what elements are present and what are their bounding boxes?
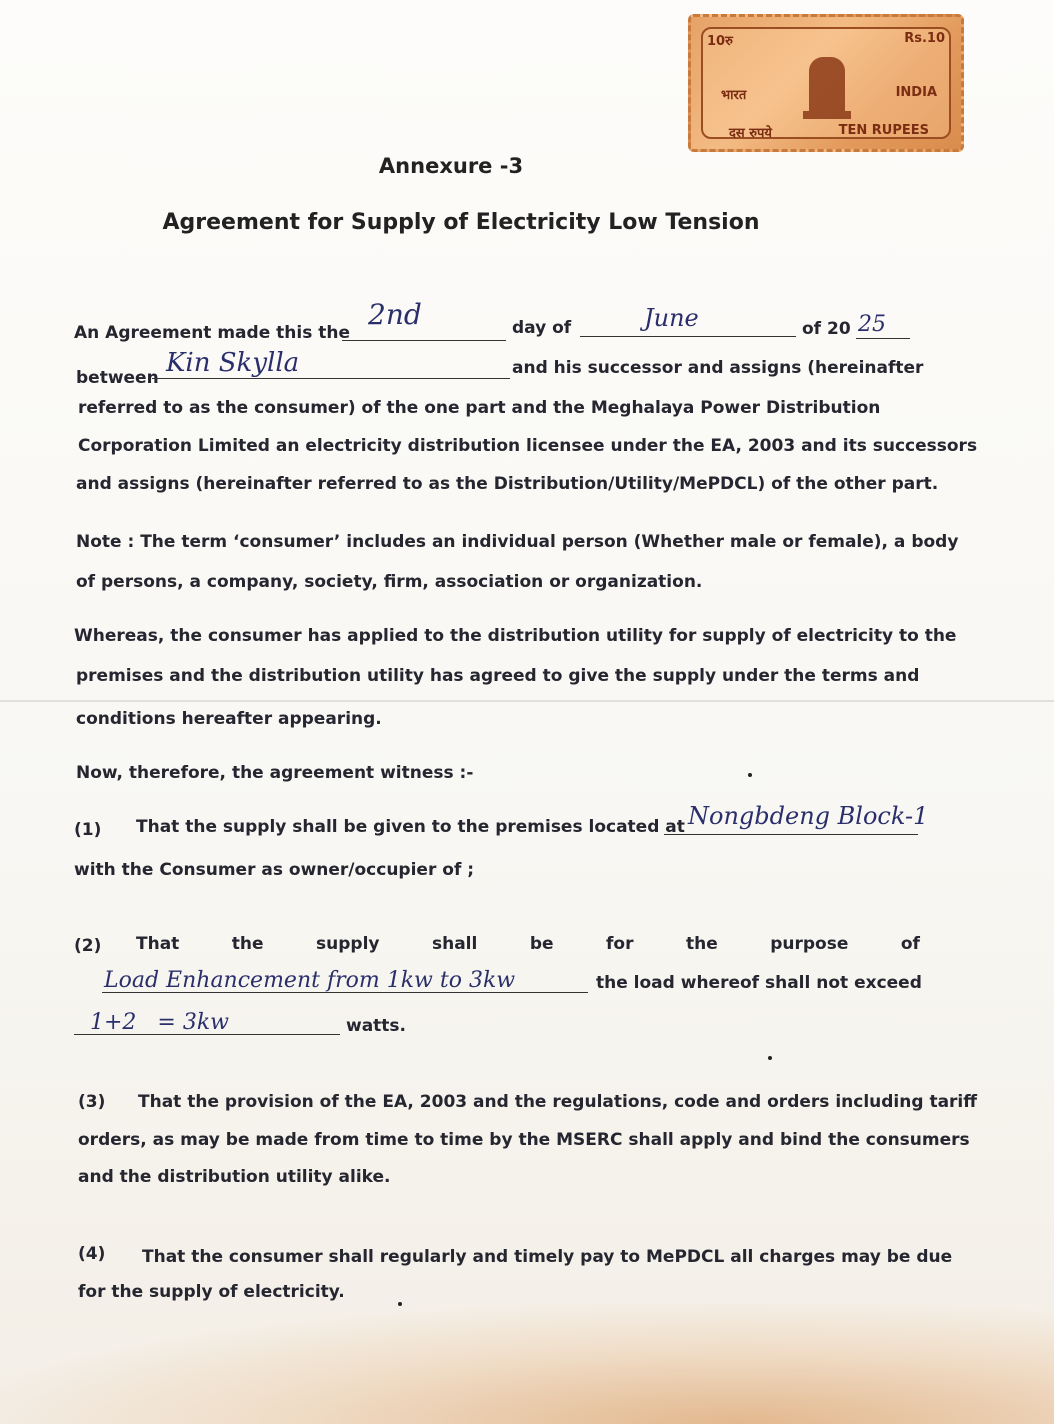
clause-2-word: the bbox=[231, 934, 264, 954]
month-blank bbox=[580, 336, 796, 337]
clause-1-line-2: with the Consumer as owner/occupier of ; bbox=[74, 860, 475, 880]
clause-2-word: be bbox=[529, 934, 554, 954]
national-emblem-icon bbox=[809, 57, 845, 115]
consumer-name-blank bbox=[152, 378, 510, 379]
paper-crease bbox=[0, 700, 1054, 702]
clause-2-word: for bbox=[606, 934, 634, 954]
day-handwritten: 2nd bbox=[368, 298, 422, 331]
agreement-title: Agreement for Supply of Electricity Low Tension bbox=[162, 210, 760, 235]
intro-text-5: and his successor and assigns (hereinafter bbox=[512, 358, 924, 378]
clause-2-text-3: watts. bbox=[346, 1016, 407, 1036]
paper-stain bbox=[0, 1304, 1054, 1424]
clause-4-line-1: That the consumer shall regularly and timely pay to MePDCL all charges may be due bbox=[142, 1247, 953, 1267]
witness-heading: Now, therefore, the agreement witness :- bbox=[76, 763, 474, 783]
clause-2-word: supply bbox=[316, 934, 380, 954]
stamp-denomination-left: 10रु bbox=[707, 34, 733, 49]
ink-dot bbox=[768, 1056, 772, 1060]
stamp-value-english: TEN RUPEES bbox=[838, 123, 929, 138]
intro-line-4: Corporation Limited an electricity distribution licensee under the EA, 2003 and its successors bbox=[78, 436, 978, 456]
clause-2-word: shall bbox=[431, 934, 478, 954]
intro-text-4: between bbox=[76, 368, 159, 388]
location-blank bbox=[664, 834, 918, 835]
revenue-stamp bbox=[688, 14, 964, 152]
clause-1-text: That the supply shall be given to the premises located at bbox=[136, 817, 685, 837]
clause-3-number: (3) bbox=[78, 1092, 106, 1112]
ink-dot bbox=[748, 773, 752, 777]
intro-text-3: of 20 bbox=[802, 319, 851, 339]
load-handwritten: 1+2 = 3kw bbox=[90, 1010, 229, 1035]
clause-1-number: (1) bbox=[74, 820, 102, 840]
consumer-name-handwritten: Kin Skylla bbox=[166, 348, 300, 378]
intro-text-1: An Agreement made this the bbox=[74, 323, 350, 343]
clause-2-line-1 bbox=[136, 934, 920, 954]
clause-2-number: (2) bbox=[74, 936, 102, 956]
clause-2-word: purpose bbox=[770, 934, 849, 954]
intro-line-5: and assigns (hereinafter referred to as the Distribution/Utility/MePDCL) of the other part. bbox=[76, 474, 939, 494]
stamp-country-hindi: भारत bbox=[721, 88, 747, 103]
stamp-value-hindi: दस रुपये bbox=[729, 126, 772, 141]
whereas-line-1: Whereas, the consumer has applied to the distribution utility for supply of electricity to the bbox=[74, 626, 957, 646]
day-blank bbox=[342, 340, 506, 341]
location-handwritten: Nongbdeng Block-1 bbox=[688, 802, 929, 830]
clause-2-word: the bbox=[685, 934, 718, 954]
clause-2-word: of bbox=[900, 934, 920, 954]
note-line-2: of persons, a company, society, firm, association or organization. bbox=[76, 572, 703, 592]
clause-2-word: That bbox=[136, 934, 180, 954]
intro-line-3: referred to as the consumer) of the one part and the Meghalaya Power Distribution bbox=[78, 398, 881, 418]
note-line-1: Note : The term ‘consumer’ includes an individual person (Whether male or female), a body bbox=[76, 532, 959, 552]
year-blank bbox=[856, 338, 910, 339]
ink-dot bbox=[398, 1302, 402, 1306]
clause-4-line-2: for the supply of electricity. bbox=[78, 1282, 345, 1302]
clause-2-text-2: the load whereof shall not exceed bbox=[596, 973, 922, 993]
clause-3-line-3: and the distribution utility alike. bbox=[78, 1167, 391, 1187]
intro-text-2: day of bbox=[512, 318, 572, 338]
purpose-handwritten: Load Enhancement from 1kw to 3kw bbox=[104, 968, 516, 993]
year-handwritten: 25 bbox=[858, 312, 886, 337]
whereas-line-3: conditions hereafter appearing. bbox=[76, 709, 382, 729]
clause-3-line-1: That the provision of the EA, 2003 and the regulations, code and orders including tariff bbox=[138, 1092, 978, 1112]
stamp-country-english: INDIA bbox=[895, 85, 937, 100]
clause-3-line-2: orders, as may be made from time to time by the MSERC shall apply and bind the consumers bbox=[78, 1130, 970, 1150]
clause-4-number: (4) bbox=[78, 1244, 106, 1264]
month-handwritten: June bbox=[644, 304, 699, 332]
stamp-denomination-right: Rs.10 bbox=[904, 31, 945, 46]
whereas-line-2: premises and the distribution utility has agreed to give the supply under the terms and bbox=[76, 666, 920, 686]
annexure-heading: Annexure -3 bbox=[378, 154, 524, 178]
